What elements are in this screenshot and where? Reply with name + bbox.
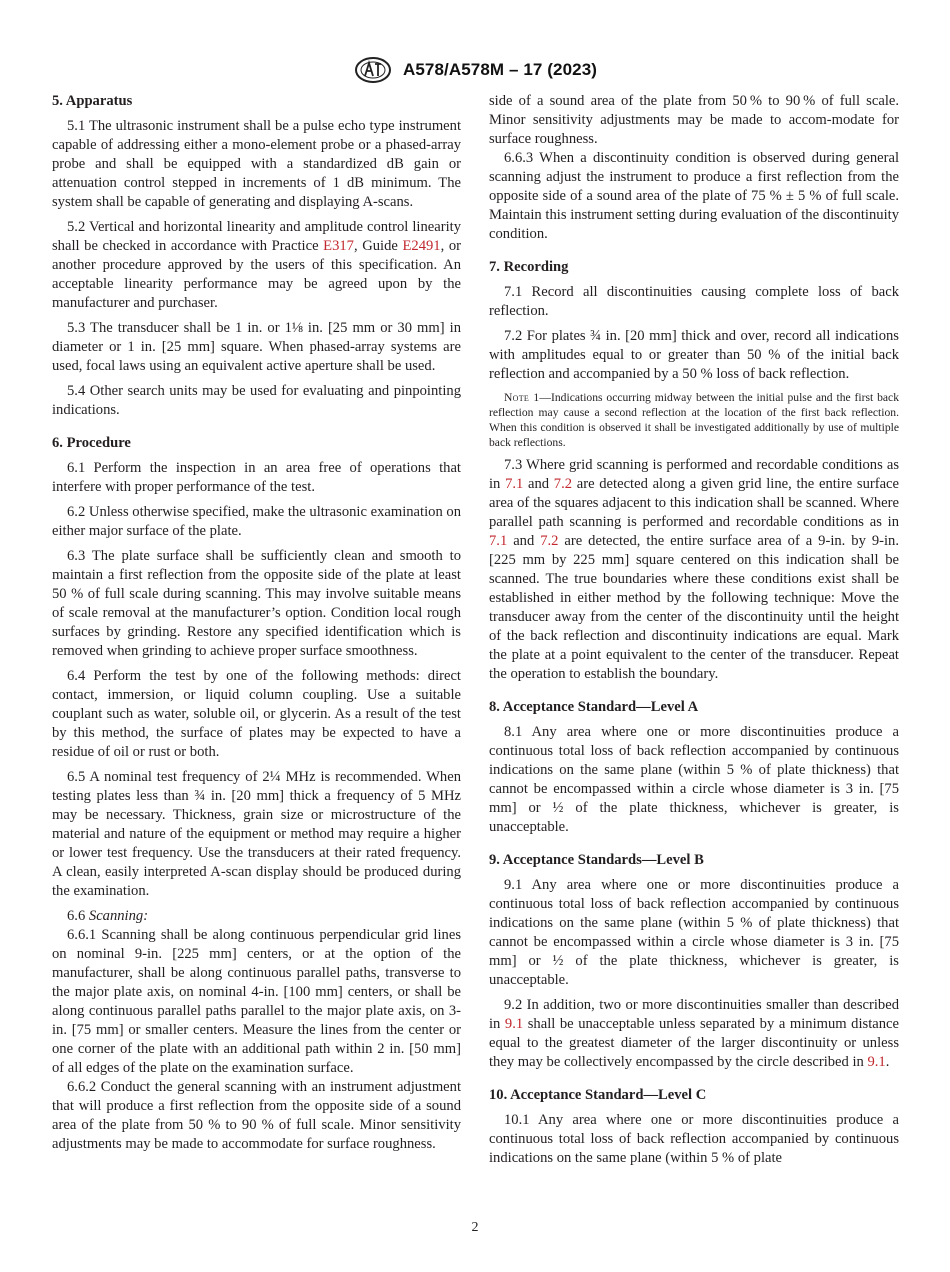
paragraph-8-1: 8.1 Any area where one or more discontinuities produce a continuous total loss of back reflection accompanied by continuous indications on the same plane (within 5 % of plate thickness) that cannot be encompassed within a circle whose diameter is 3 in. [75 mm] or ½ of the plate thickness, whichever is greater, is unacceptable. (489, 724, 899, 835)
paragraph-6-6-2: 6.6.2 Conduct the general scanning with an instrument adjustment that will produce a first reflection from the opposite side of a sound area of the plate from 50 % to 90 % of full scale. Minor sensitivity adjustments may be made to accommodate for surface roughness. (52, 1079, 461, 1152)
section-heading-apparatus: 5. Apparatus (52, 93, 133, 109)
paragraph-6-4: 6.4 Perform the test by one of the following methods: direct contact, immersion, or liquid column coupling. Use a suitable couplant such as water, soluble oil, or glycerin. As a result of the test by this method, the surface of plates may be expected to have a residue of oil or rust or both. (52, 668, 461, 760)
paragraph-9-2: 9.2 In addition, two or more discontinuities smaller than described in 9.1 shall be unacceptable unless separated by a minimum distance equal to the greatest diameter of the larger discontinuity or unless they may be collectively encompassed by the circle described in 9.1. (489, 997, 899, 1070)
link-9-1[interactable]: 9.1 (504, 1016, 524, 1032)
paragraph-6-6-2-tail (489, 92, 899, 149)
link-7-2[interactable]: 7.2 (553, 476, 573, 492)
page-header (0, 56, 950, 84)
paragraph-6-5: 6.5 A nominal test frequency of 2¼ MHz is recommended. When testing plates less than ¾ in. [20 mm] thick a frequency of 5 MHz may be necessary. Thickness, grain size or microstructure of the material and nature of the equipment or method may require a higher or lower test frequency. Use the transducers at their rated frequency. A clean, easily interpreted A-scan display should be produced during the examination. (52, 769, 461, 899)
paragraph-5-1: 5.1 The ultrasonic instrument shall be a pulse echo type instrument capable of addressing either a mono-element probe or a phased-array probe and shall be equipped with a standardized dB gain or attenuation control stepped in increments of 1 dB minimum. The system shall be capable of generating and displaying A-scans. (52, 118, 461, 210)
document-designation: A578/A578M – 17 (2023) (402, 60, 598, 79)
right-column (489, 92, 899, 1168)
paragraph-7-2: 7.2 For plates ¾ in. [20 mm] thick and over, record all indications with amplitudes equal to or greater than 50 % of the initial back reflection and accompanied by a 50 % loss of back reflection. (489, 328, 899, 382)
astm-logo-icon (353, 56, 393, 84)
paragraph-10-1: 10.1 Any area where one or more discontinuities produce a continuous total loss of back reflection accompanied by continuous indications on the same plane (within 5 % of plate (489, 1112, 899, 1166)
section-heading-recording: 7. Recording (489, 259, 569, 275)
paragraph-7-1: 7.1 Record all discontinuities causing complete loss of back reflection. (489, 284, 899, 319)
paragraph-6-6-2-tail-text: side of a sound area of the plate from 50 % to 90 % of full scale. Minor sensitivity adjustments may be made to accom-modate for surface roughness. (489, 93, 899, 147)
paragraph-6-6: 6.6 Scanning: (67, 908, 149, 924)
link-7-2-b[interactable]: 7.2 (540, 533, 559, 549)
paragraph-7-3: 7.3 Where grid scanning is performed and recordable conditions as in 7.1 and 7.2 are detected along a given grid line, the entire surface area of the squares adjacent to this indication shall be scanned. Where parallel path scanning is performed and recordable conditions as in 7.1 and 7.2 are detected, the entire surface area of a 9-in. by 9-in. [225 mm by 225 mm] square centered on this indication shall be scanned. The true boundaries where these conditions exist shall be established in either method by the following technique: Move the transducer away from the center of the discontinuity until the height of the back reflection and discontinuity indications are equal. Mark the plate at a point equivalent to the center of the transducer. Repeat the operation to establish the boundary. (489, 457, 900, 682)
paragraph-6-3: 6.3 The plate surface shall be sufficiently clean and smooth to maintain a first reflection from the opposite side of the plate at least 50 % of full scale during scanning. This may involve suitable means of scale removal at the manufacturer’s option. Condition local rough surfaces by grinding. Restore any specified identification which is removed when grinding to achieve proper surface smoothness. (52, 548, 461, 659)
section-heading-procedure: 6. Procedure (52, 435, 131, 451)
paragraph-9-1: 9.1 Any area where one or more discontinuities produce a continuous total loss of back reflection accompanied by continuous indications on the same plane (within 5 % of plate thickness) that cannot be encompassed within a circle whose diameter is 3 in. [75 mm] or ½ of the plate thickness, whichever is greater, is unacceptable. (489, 877, 899, 988)
section-heading-level-c: 10. Acceptance Standard—Level C (489, 1087, 707, 1103)
link-9-1-b[interactable]: 9.1 (867, 1054, 886, 1070)
paragraph-6-6-1: 6.6.1 Scanning shall be along continuous perpendicular grid lines on nominal 9-in. [225 mm] centers, or at the option of the manufacturer, shall be along continuous parallel paths, transverse to the major plate axis, on nominal 4-in. [100 mm] centers, or shall be along continuous parallel paths parallel to the major plate axis, on 3-in. [75 mm] or smaller centers. Measure the lines from the center or one corner of the plate with an additional path within 2 in. [50 mm] of all edges of the plate on the examination surface. (52, 927, 461, 1076)
paragraph-5-3: 5.3 The transducer shall be 1 in. or 1⅛ in. [25 mm or 30 mm] in diameter or 1 in. [25 mm] square. When phased-array systems are used, focal laws using an equivalent active aperture shall be used. (52, 320, 461, 374)
link-7-1-b[interactable]: 7.1 (489, 533, 508, 549)
link-7-1[interactable]: 7.1 (505, 476, 524, 492)
paragraph-6-6-3: 6.6.3 When a discontinuity condition is observed during general scanning adjust the instrument to produce a first reflection from the opposite side of a sound area of the plate of 75 % ± 5 % of full scale. Maintain this instrument setting during evaluation of the discontinuity condition. (489, 150, 899, 242)
note-1: Note 1—Indications occurring midway between the initial pulse and the first back reflection may cause a second reflection at the location of the first back reflection. When this condition is observed it shall be investigated additionally by use of multiple back reflections. (489, 391, 899, 449)
section-heading-level-b: 9. Acceptance Standards—Level B (489, 852, 704, 868)
paragraph-6-2: 6.2 Unless otherwise specified, make the ultrasonic examination on either major surface of the plate. (52, 504, 461, 539)
paragraph-5-2: 5.2 Vertical and horizontal linearity and amplitude control linearity shall be checked in accordance with Practice E317, Guide E2491, or another procedure approved by the users of this specification. An acceptable linearity performance may be agreed upon by the manufacturer and purchaser. (52, 219, 461, 311)
paragraph-5-4: 5.4 Other search units may be used for evaluating and pinpointing indications. (52, 383, 461, 418)
section-heading-level-a: 8. Acceptance Standard—Level A (489, 699, 699, 715)
paragraph-6-1: 6.1 Perform the inspection in an area free of operations that interfere with proper performance of the test. (52, 460, 461, 495)
link-e2491[interactable]: E2491 (402, 238, 441, 254)
page-number: 2 (471, 1220, 479, 1235)
link-e317[interactable]: E317 (323, 238, 354, 254)
left-column (52, 92, 461, 1154)
